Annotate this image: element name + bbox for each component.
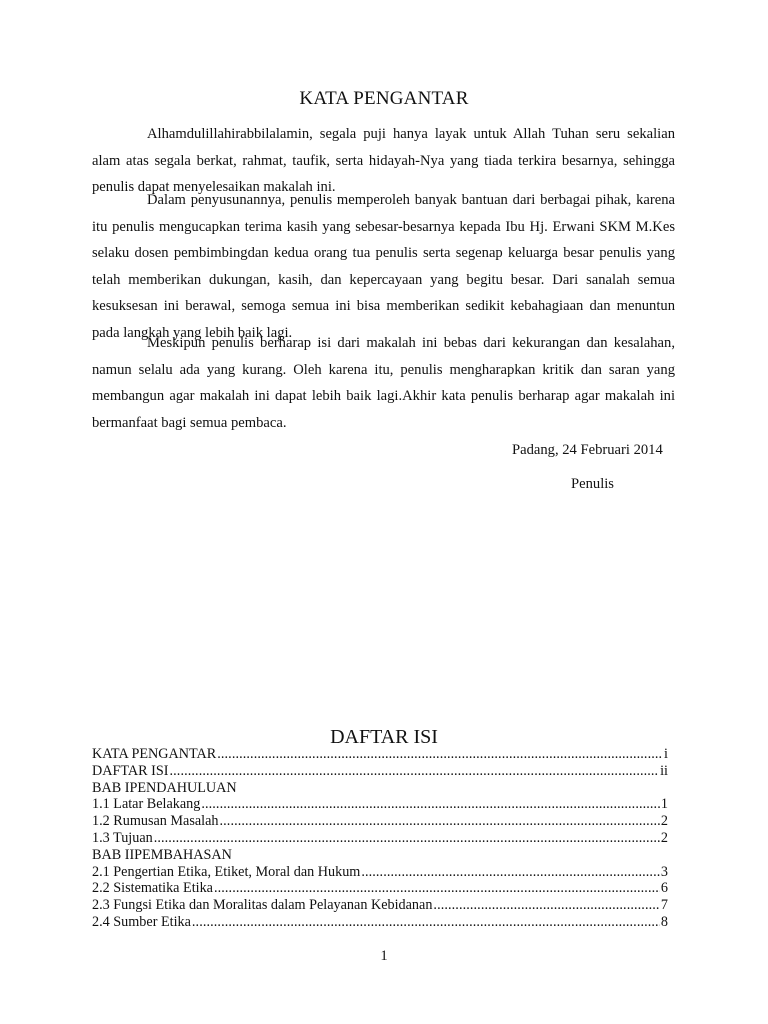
toc-dot-leader [201, 796, 660, 813]
toc-entry[interactable] [92, 914, 668, 931]
toc-entry-label: 2.2 Sistematika Etika [92, 880, 213, 897]
toc-entry-label: KATA PENGANTAR [92, 746, 217, 762]
toc-entry-page: 2 [660, 813, 668, 830]
toc-entry-label: BAB IIPEMBAHASAN [92, 846, 232, 863]
paragraph-acknowledgement: Dalam penyusunannya, penulis memperoleh banyak bantuan dari berbagai pihak, karena itu penulis mengucapkan terima kasih yang sebesar-besarnya kepada Ibu Hj. Erwani SKM M.Kes selaku dosen pembimbingdan kedua orang tua penulis serta segenap keluarga besar penulis yang telah memberikan dukungan, kasih, dan kepercayaan yang begitu besar. Dari sanalah semua kesuksesan ini berawal, semoga semua ini bisa memberikan sedikit kebahagiaan dan menuntun pada langkah yang lebih baik lagi. [92, 192, 675, 341]
toc-entry[interactable] [92, 796, 668, 813]
toc-entry-page: 1 [660, 796, 668, 813]
toc-entry-page: 6 [660, 880, 668, 897]
toc-entry-page: ii [660, 762, 668, 779]
toc-chapter-heading[interactable] [92, 780, 668, 797]
toc-entry[interactable] [92, 813, 668, 830]
toc-dot-leader [154, 830, 660, 847]
toc-dot-leader [433, 897, 659, 914]
toc-entry-label: 2.4 Sumber Etika [92, 913, 191, 930]
toc-entry-page: i [664, 746, 668, 762]
toc-entry[interactable] [92, 746, 668, 763]
toc-entry-page: 3 [660, 863, 668, 880]
toc-entry[interactable] [92, 880, 668, 897]
toc-entry-label: 1.1 Latar Belakang [92, 796, 201, 813]
toc-entry-label: 1.3 Tujuan [92, 829, 153, 846]
toc-dot-leader [217, 746, 663, 763]
toc-entry-label: 2.1 Pengertian Etika, Etiket, Moral dan Hukum [92, 863, 361, 880]
page-number: 1 [380, 948, 388, 964]
toc-entry-page: 8 [660, 913, 668, 930]
toc-entry-label: BAB IPENDAHULUAN [92, 779, 237, 796]
paragraph-closing: Meskipun penulis berharap isi dari makalah ini bebas dari kekurangan dan kesalahan, namun selalu ada yang kurang. Oleh karena itu, penulis mengharapkan kritik dan saran yang membangun agar makalah ini dapat lebih baik lagi.Akhir kata penulis berharap agar makalah ini bermanfaat bagi semua pembaca. [92, 335, 675, 431]
toc-dot-leader [192, 914, 660, 931]
toc-entry[interactable] [92, 830, 668, 847]
toc-entry-page: 2 [660, 829, 668, 846]
toc-entry[interactable] [92, 864, 668, 881]
toc-entry-label: 2.3 Fungsi Etika dan Moralitas dalam Pelayanan Kebidanan [92, 897, 433, 914]
author-signature: Penulis [571, 476, 614, 492]
table-of-contents [92, 746, 668, 931]
toc-dot-leader [361, 864, 660, 881]
place-date: Padang, 24 Februari 2014 [512, 442, 663, 458]
toc-dot-leader [170, 763, 660, 780]
toc-entry-page: 7 [660, 897, 668, 914]
toc-dot-leader [214, 880, 660, 897]
toc-title: DAFTAR ISI [330, 726, 438, 748]
toc-entry[interactable] [92, 897, 668, 914]
toc-entry-label: DAFTAR ISI [92, 762, 169, 779]
toc-chapter-heading[interactable] [92, 847, 668, 864]
page-title: KATA PENGANTAR [299, 88, 469, 109]
toc-entry[interactable] [92, 763, 668, 780]
toc-entry-label: 1.2 Rumusan Masalah [92, 813, 219, 830]
paragraph-opening: Alhamdulillahirabbilalamin, segala puji hanya layak untuk Allah Tuhan seru sekalian alam atas segala berkat, rahmat, taufik, serta hidayah-Nya yang tiada terkira besarnya, sehingga penulis dapat menyelesaikan makalah ini. [92, 126, 675, 195]
toc-dot-leader [220, 813, 660, 830]
